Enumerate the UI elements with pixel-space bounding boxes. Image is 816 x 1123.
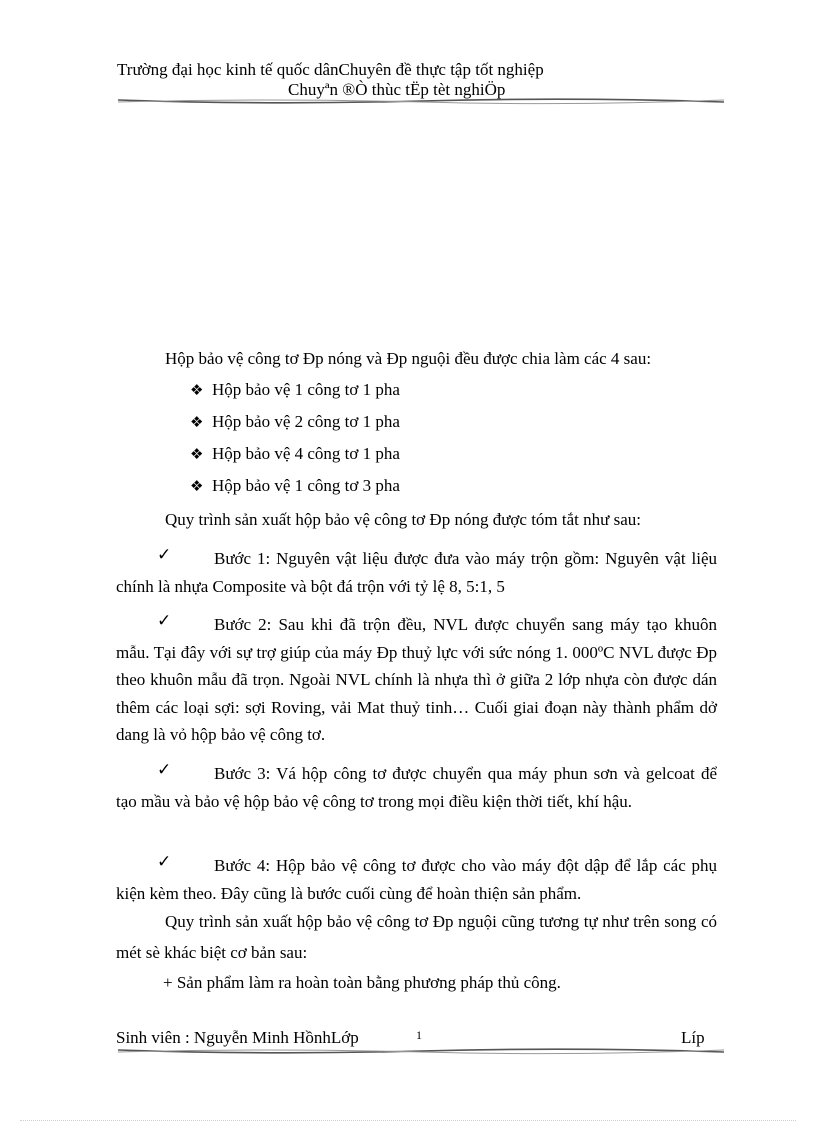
header-report-title: Chuyªn ®Ò thùc tËp tèt nghiÖp — [288, 80, 506, 99]
bullet-item: ❖ Hộp bảo vệ 1 công tơ 1 pha — [190, 380, 400, 399]
checkmark-icon: ✓ — [157, 852, 172, 872]
bullet-item: ❖ Hộp bảo vệ 2 công tơ 1 pha — [190, 412, 400, 431]
diamond-bullet-icon: ❖ — [190, 477, 204, 495]
cold-process-paragraph: Quy trình sản xuất hộp bảo vệ công tơ Đp nguội cũng tương tự như trên song có mét sè khác biệt cơ bản sau: — [116, 912, 717, 962]
page-number: 1 — [416, 1028, 422, 1042]
difference-item: + Sản phẩm làm ra hoàn toàn bằng phương pháp thủ công. — [163, 973, 561, 992]
step-4-paragraph: Bước 4: Hộp bảo vệ công tơ được cho vào máy đột dập để lắp các phụ kiện kèm theo. Đây cũng là bước cuối cùng để hoàn thiện sản phẩm. — [116, 856, 717, 903]
footer-student: Sinh viên : Nguyễn Minh HồnhLớp — [116, 1028, 359, 1047]
step-1-paragraph: Bước 1: Nguyên vật liệu được đưa vào máy trộn gồm: Nguyên vật liệu chính là nhựa Composite và bột đá trộn với tỷ lệ 8, 5:1, 5 — [116, 549, 717, 596]
checkmark-icon: ✓ — [157, 611, 172, 631]
bullet-item: ❖ Hộp bảo vệ 4 công tơ 1 pha — [190, 444, 400, 463]
header-divider — [118, 96, 724, 106]
page-edge-dotted-line — [20, 1120, 796, 1121]
diamond-bullet-icon: ❖ — [190, 381, 204, 399]
diamond-bullet-icon: ❖ — [190, 445, 204, 463]
process-intro: Quy trình sản xuất hộp bảo vệ công tơ Đp nóng được tóm tắt như sau: — [165, 510, 641, 529]
checkmark-icon: ✓ — [157, 545, 172, 565]
checkmark-icon: ✓ — [157, 760, 172, 780]
footer-class: Líp — [681, 1028, 705, 1047]
diamond-bullet-icon: ❖ — [190, 413, 204, 431]
step-3-paragraph: Bước 3: Vá hộp công tơ được chuyển qua máy phun sơn và gelcoat để tạo mầu và bảo vệ hộp bảo vệ công tơ trong mọi điều kiện thời tiết, khí hậu. — [116, 764, 717, 811]
step-2-paragraph: Bước 2: Sau khi đã trộn đều, NVL được chuyển sang máy tạo khuôn mẫu. Tại đây với sự trợ giúp của máy Đp thuỷ lực với sức nóng 1. 000ºC NVL được Đp theo khuôn mẫu đã trọn. Ngoài NVL chính là nhựa thì ở giữa 2 lớp nhựa còn được dán thêm các loại sợi: sợi Roving, vải Mat thuỷ tinh… Cuối giai đoạn này thành phẩm dở dang là vỏ hộp bảo vệ công tơ. — [116, 615, 717, 744]
bullet-item: ❖ Hộp bảo vệ 1 công tơ 3 pha — [190, 476, 400, 495]
footer-divider — [118, 1046, 724, 1056]
header-school-title: Trường đại học kinh tế quốc dânChuyên đề thực tập tốt nghiệp — [117, 60, 544, 79]
intro-paragraph: Hộp bảo vệ công tơ Đp nóng và Đp nguội đều được chia làm các 4 sau: — [165, 349, 652, 368]
